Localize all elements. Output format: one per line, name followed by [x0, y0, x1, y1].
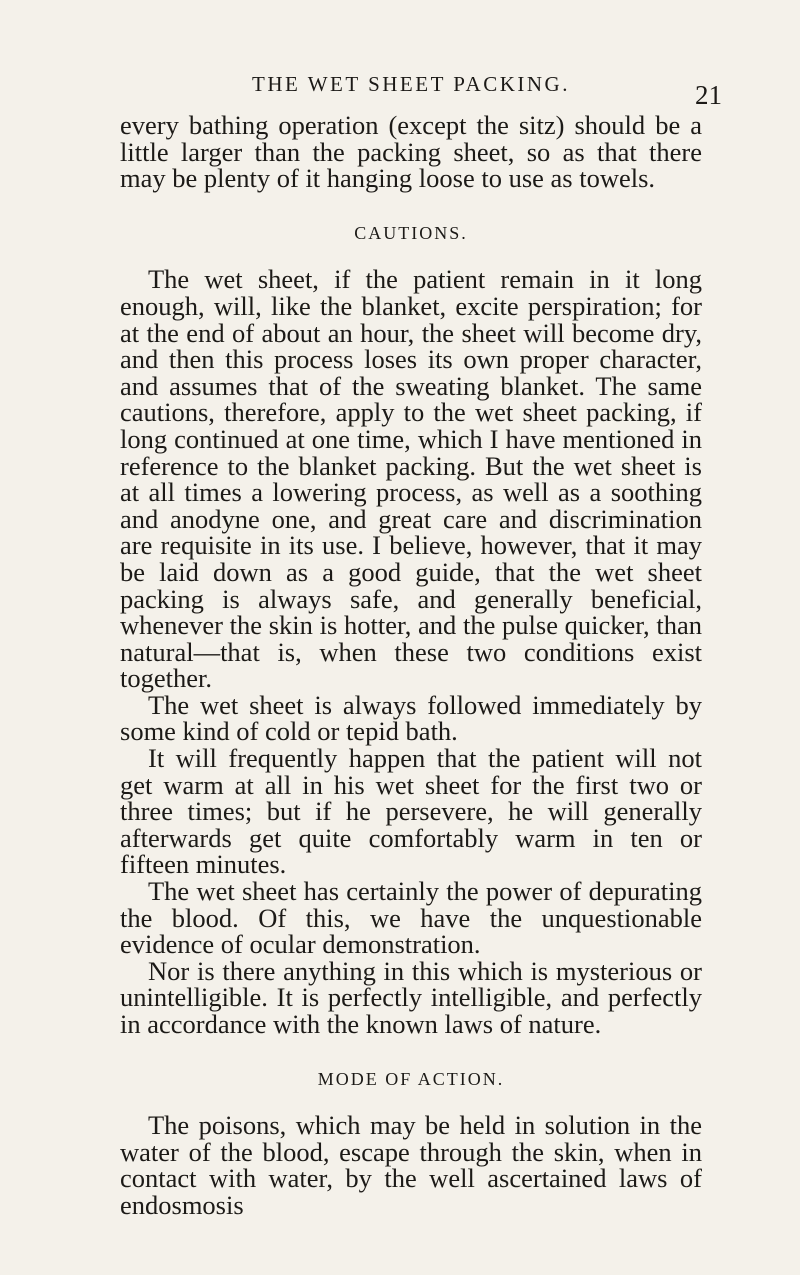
cautions-paragraph-3: It will frequently happen that the patient will not get warm at all in his wet sheet for the first two or three times; but if he persevere, he will generally afterwards get quite comfortably warm in ten or fifteen minutes. — [120, 743, 702, 880]
cautions-paragraph-2: The wet sheet is always followed immediately by some kind of cold or tepid bath. — [120, 689, 702, 747]
mode-of-action-heading: MODE OF ACTION. — [317, 1068, 505, 1089]
cautions-paragraph-5: Nor is there anything in this which is mysterious or unintelligible. It is perfectly intelligible, and perfectly in accordance with the known laws of nature. — [120, 955, 702, 1039]
intro-paragraph: every bathing operation (except the sitz) should be a little larger than the packing sheet, so as that there may be plenty of it hanging loose to use as towels. — [120, 110, 702, 194]
page-body — [120, 112, 702, 1219]
cautions-paragraph-1: The wet sheet, if the patient remain in it long enough, will, like the blanket, excite perspiration; for at the end of about an hour, the sheet will become dry, and then this process loses its own proper character, and assumes that of the sweating blanket. The same cautions, therefore, apply to the wet sheet packing, if long continued at one time, which I have mentioned in reference to the blanket packing. But the wet sheet is at all times a lowering process, as well as a soothing and anodyne one, and great care and discrimination are requisite in its use. I believe, however, that it may be laid down as a good guide, that the wet sheet packing is always safe, and generally beneficial, whenever the skin is hotter, and the pulse quicker, than natural—that is, when these two conditions exist together. — [120, 264, 702, 694]
cautions-paragraph-4: The wet sheet has certainly the power of depurating the blood. Of this, we have the unquestionable evidence of ocular demonstration. — [120, 876, 702, 960]
page-number: 21 — [695, 80, 722, 110]
running-header — [120, 72, 722, 112]
running-title: THE WET SHEET PACKING. — [252, 72, 570, 96]
cautions-heading: CAUTIONS. — [354, 222, 468, 243]
mode-of-action-paragraph-1: The poisons, which may be held in solution in the water of the blood, escape through the skin, when in contact with water, by the well ascertained laws of endosmosis — [120, 1110, 702, 1220]
